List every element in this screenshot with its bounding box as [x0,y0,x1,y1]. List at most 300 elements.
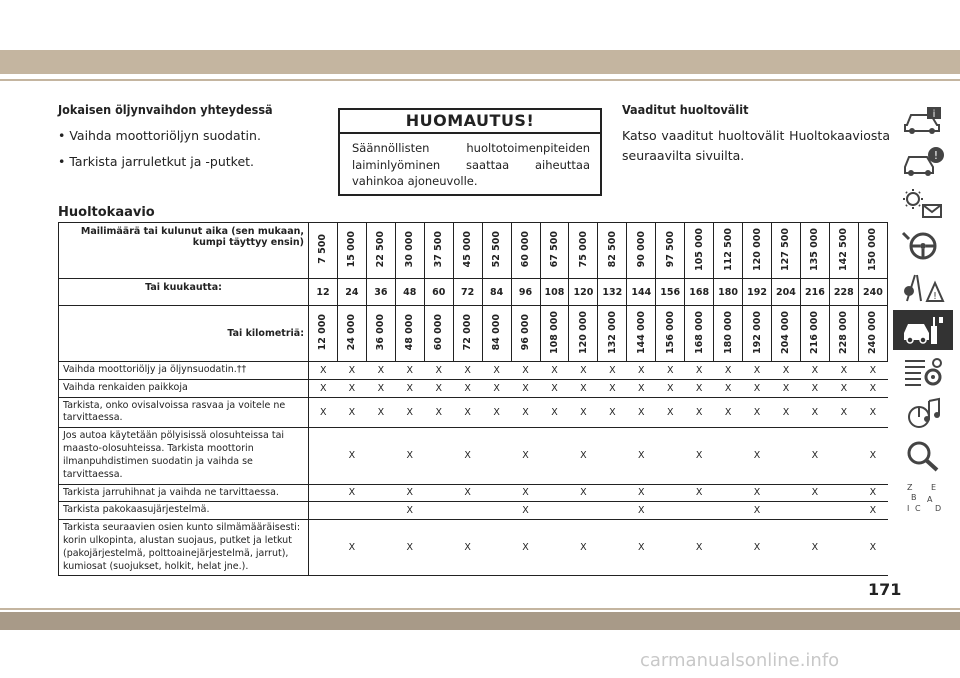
intervals-text: Katso vaaditut huoltovälit Huoltokaaviosta seuraavilta sivuilta. [622,128,890,163]
task-mark: X [772,397,801,428]
miles-cell [627,223,656,279]
km-value: 72 000 [462,313,474,351]
task-mark: X [685,484,714,502]
task-mark [714,428,743,484]
km-value: 192 000 [751,310,763,354]
task-mark [337,502,366,520]
km-cell [395,306,424,362]
task-mark: X [598,362,627,380]
km-value: 180 000 [722,310,734,354]
svg-text:i: i [932,109,936,120]
months-value: 216 [800,279,829,306]
task-mark [482,502,511,520]
task-mark: X [627,379,656,397]
task-mark: X [772,379,801,397]
task-mark: X [453,379,482,397]
km-cell [714,306,743,362]
miles-cell [453,223,482,279]
km-cell [800,306,829,362]
km-value: 144 000 [635,310,647,354]
miles-cell [424,223,453,279]
task-mark [598,502,627,520]
task-mark [309,428,338,484]
task-row [59,379,888,397]
task-mark: X [569,428,598,484]
chapter-sidebar [893,100,953,520]
task-mark: X [743,502,772,520]
task-mark: X [569,520,598,576]
task-mark: X [685,397,714,428]
tab-car-warning[interactable] [893,142,953,182]
task-mark: X [743,397,772,428]
miles-value: 67 500 [548,230,560,268]
miles-value: 15 000 [346,230,358,268]
task-mark [656,428,685,484]
task-mark [772,484,801,502]
km-cell [772,306,801,362]
task-mark: X [569,397,598,428]
maintenance-schedule-table [58,222,888,576]
tab-multimedia[interactable] [893,394,953,434]
miles-cell [685,223,714,279]
miles-value: 22 500 [375,230,387,268]
left-column [58,100,318,178]
tab-lights-message[interactable] [893,184,953,224]
task-mark [772,520,801,576]
task-mark [829,502,858,520]
car-info-icon [901,103,945,137]
miles-value: 82 500 [606,230,618,268]
task-label: Vaihda moottoriöljy ja öljynsuodatin.†† [59,362,309,380]
task-mark: X [656,379,685,397]
miles-value: 127 500 [780,227,792,271]
km-cell [482,306,511,362]
task-mark: X [800,428,829,484]
km-cell [656,306,685,362]
miles-cell [395,223,424,279]
index-letter: I [907,504,910,513]
task-mark: X [858,379,887,397]
months-value: 168 [685,279,714,306]
miles-value: 90 000 [635,230,647,268]
task-label: Tarkista, onko ovisalvoissa rasvaa ja voitele ne tarvittaessa. [59,397,309,428]
bottom-band-line [0,608,960,610]
svg-text:!: ! [933,149,939,162]
km-value: 240 000 [867,310,879,354]
km-cell [858,306,887,362]
km-cell [309,306,338,362]
svg-text:!: ! [932,291,938,302]
intervals-heading: Vaaditut huoltovälit [622,102,749,117]
task-mark [482,520,511,576]
task-mark: X [858,362,887,380]
task-mark: X [395,379,424,397]
miles-value: 105 000 [693,227,705,271]
task-mark: X [858,428,887,484]
task-mark: X [453,397,482,428]
months-value: 108 [540,279,569,306]
notice-body: Säännöllisten huoltotoimenpiteiden laiminlyöminen saattaa aiheuttaa vahinkoa ajoneuvolle. [352,141,590,189]
task-mark [829,428,858,484]
task-mark: X [309,397,338,428]
task-mark [685,502,714,520]
task-mark: X [685,428,714,484]
miles-value: 37 500 [433,230,445,268]
task-mark [540,428,569,484]
task-mark: X [337,428,366,484]
km-value: 96 000 [520,313,532,351]
task-mark: X [743,379,772,397]
km-value: 36 000 [375,313,387,351]
task-mark: X [366,397,395,428]
miles-cell [309,223,338,279]
task-mark: X [598,379,627,397]
task-mark: X [800,379,829,397]
car-warning-icon [901,145,945,179]
task-row [59,362,888,380]
task-mark: X [656,397,685,428]
km-value: 84 000 [491,313,503,351]
task-mark [714,484,743,502]
task-mark: X [627,397,656,428]
index-letter: B [911,493,917,502]
task-mark: X [829,397,858,428]
km-value: 24 000 [346,313,358,351]
task-mark [569,502,598,520]
task-mark: X [829,379,858,397]
task-mark: X [800,520,829,576]
months-value: 228 [829,279,858,306]
task-mark [366,484,395,502]
task-mark: X [858,484,887,502]
car-wrench-icon [901,313,945,347]
months-value: 48 [395,279,424,306]
miles-value: 52 500 [491,230,503,268]
task-mark: X [772,362,801,380]
task-mark [309,484,338,502]
index-letter: Z [907,483,913,492]
task-mark: X [829,362,858,380]
index-letter: A [927,495,933,504]
task-mark: X [569,379,598,397]
task-mark [829,520,858,576]
task-mark: X [337,379,366,397]
miles-label: Mailimäärä tai kulunut aika (sen mukaan, kumpi täyttyy ensin) [59,223,309,279]
months-value: 204 [772,279,801,306]
km-cell [627,306,656,362]
task-mark: X [627,428,656,484]
months-value: 72 [453,279,482,306]
task-mark [714,520,743,576]
task-mark: X [453,428,482,484]
tab-index[interactable] [893,478,953,518]
task-mark: X [395,520,424,576]
task-mark: X [482,397,511,428]
km-cell [598,306,627,362]
task-mark: X [424,379,453,397]
months-value: 12 [309,279,338,306]
task-row [59,520,888,576]
bullet-brake-lines: • Tarkista jarruletkut ja -putket. [58,154,255,169]
task-mark [424,502,453,520]
task-mark [482,428,511,484]
task-mark: X [714,397,743,428]
task-mark: X [453,362,482,380]
task-mark [482,484,511,502]
km-value: 204 000 [780,310,792,354]
task-mark [366,520,395,576]
task-label: Tarkista seuraavien osien kunto silmämääräisesti: korin ulkopinta, alustan suojaus, putket ja letkut (pakojärjestelmä, polttoainejärjestelmä, jarrut), kumiosat (suojukset, holkit, helat jne.). [59,520,309,576]
km-value: 108 000 [548,310,560,354]
task-row [59,502,888,520]
task-mark: X [511,397,540,428]
km-value: 120 000 [577,310,589,354]
months-row [59,279,888,306]
km-cell [829,306,858,362]
km-value: 12 000 [317,313,329,351]
task-mark: X [685,520,714,576]
task-mark: X [337,520,366,576]
miles-cell [366,223,395,279]
index-letter: E [931,483,937,492]
task-mark [656,520,685,576]
miles-cell [482,223,511,279]
km-row [59,306,888,362]
task-mark: X [800,397,829,428]
task-mark: X [424,397,453,428]
task-mark: X [309,362,338,380]
km-label: Tai kilometriä: [59,306,309,362]
km-value: 156 000 [664,310,676,354]
task-mark: X [800,484,829,502]
task-mark: X [627,484,656,502]
task-mark [598,520,627,576]
task-mark: X [395,397,424,428]
task-mark [424,520,453,576]
task-mark: X [743,428,772,484]
task-mark: X [714,362,743,380]
oil-change-heading: Jokaisen öljynvaihdon yhteydessä [58,102,273,117]
road-warning-icon [901,271,945,305]
page-number: 171 [868,580,902,599]
task-mark: X [569,484,598,502]
task-mark: X [395,428,424,484]
task-mark [453,502,482,520]
miles-cell [714,223,743,279]
watermark: carmanualsonline.info [640,650,840,671]
miles-value: 150 000 [867,227,879,271]
lights-message-icon [901,187,945,221]
task-mark: X [395,362,424,380]
task-mark: X [337,397,366,428]
miles-cell [772,223,801,279]
miles-cell [540,223,569,279]
task-mark: X [424,362,453,380]
task-row [59,484,888,502]
months-value: 180 [714,279,743,306]
task-mark: X [743,484,772,502]
task-mark [309,520,338,576]
tab-road-warning[interactable] [893,268,953,308]
multimedia-icon [901,397,945,431]
tab-car-info[interactable] [893,100,953,140]
task-mark [656,484,685,502]
index-letter: D [935,504,942,513]
task-mark: X [540,379,569,397]
km-value: 168 000 [693,310,705,354]
miles-value: 135 000 [809,227,821,271]
miles-value: 112 500 [722,227,734,271]
miles-row [59,223,888,279]
task-label: Tarkista jarruhihnat ja vaihda ne tarvittaessa. [59,484,309,502]
task-mark: X [800,362,829,380]
task-mark: X [366,362,395,380]
miles-cell [800,223,829,279]
km-cell [424,306,453,362]
task-mark: X [453,484,482,502]
months-value: 120 [569,279,598,306]
task-mark: X [858,520,887,576]
task-mark [598,428,627,484]
index-letters-icon [901,481,945,515]
miles-cell [598,223,627,279]
task-mark [800,502,829,520]
task-mark [540,484,569,502]
km-cell [540,306,569,362]
task-mark: X [511,484,540,502]
miles-value: 120 000 [751,227,763,271]
miles-cell [858,223,887,279]
task-mark: X [395,484,424,502]
task-label: Jos autoa käytetään pölyisissä olosuhteissa tai maasto-olosuhteissa. Tarkista moottorin ilmanpuhdistimen suodatin ja vaihda se tarvittaessa. [59,428,309,484]
task-mark: X [627,520,656,576]
task-mark [366,428,395,484]
bottom-band [0,612,960,630]
km-value: 228 000 [838,310,850,354]
task-mark: X [858,397,887,428]
miles-cell [656,223,685,279]
km-value: 132 000 [606,310,618,354]
miles-cell [337,223,366,279]
task-mark [714,502,743,520]
tab-steering-safety[interactable] [893,226,953,266]
months-value: 60 [424,279,453,306]
months-value: 24 [337,279,366,306]
km-cell [453,306,482,362]
task-mark [656,502,685,520]
tab-search[interactable] [893,436,953,476]
miles-value: 7 500 [317,234,329,264]
task-mark: X [309,379,338,397]
task-mark: X [858,502,887,520]
task-mark: X [453,520,482,576]
km-value: 60 000 [433,313,445,351]
months-value: 84 [482,279,511,306]
task-mark: X [511,520,540,576]
task-mark [424,484,453,502]
miles-value: 97 500 [664,230,676,268]
task-mark: X [598,397,627,428]
km-cell [366,306,395,362]
km-cell [511,306,540,362]
task-mark [772,502,801,520]
tab-car-wrench[interactable] [893,310,953,350]
notice-box [338,108,602,196]
task-mark: X [743,362,772,380]
task-mark: X [685,379,714,397]
months-value: 132 [598,279,627,306]
task-mark: X [540,397,569,428]
settings-list-icon [901,355,945,389]
task-mark: X [482,362,511,380]
steering-safety-icon [901,229,945,263]
task-mark: X [395,502,424,520]
task-mark: X [482,379,511,397]
task-mark: X [714,379,743,397]
task-mark: X [627,362,656,380]
task-mark [598,484,627,502]
months-value: 156 [656,279,685,306]
miles-value: 75 000 [577,230,589,268]
task-mark: X [511,379,540,397]
miles-cell [511,223,540,279]
months-value: 240 [858,279,887,306]
km-value: 216 000 [809,310,821,354]
task-mark [424,428,453,484]
miles-value: 30 000 [404,230,416,268]
task-mark: X [511,428,540,484]
task-label: Vaihda renkaiden paikkoja [59,379,309,397]
task-mark: X [685,362,714,380]
task-mark [772,428,801,484]
task-mark: X [337,362,366,380]
km-cell [743,306,772,362]
task-mark: X [540,362,569,380]
task-mark [540,502,569,520]
miles-cell [743,223,772,279]
tab-settings-list[interactable] [893,352,953,392]
months-value: 144 [627,279,656,306]
task-mark [829,484,858,502]
task-mark: X [627,502,656,520]
task-mark [540,520,569,576]
top-band [0,50,960,74]
task-mark: X [366,379,395,397]
index-letter: C [915,504,921,513]
task-mark: X [511,502,540,520]
km-cell [569,306,598,362]
months-value: 36 [366,279,395,306]
task-row [59,397,888,428]
task-mark [309,502,338,520]
notice-title: HUOMAUTUS! [340,110,600,134]
miles-value: 142 500 [838,227,850,271]
task-label: Tarkista pakokaasujärjestelmä. [59,502,309,520]
search-icon [901,439,945,473]
km-value: 48 000 [404,313,416,351]
task-row [59,428,888,484]
task-mark: X [511,362,540,380]
km-cell [337,306,366,362]
miles-cell [569,223,598,279]
miles-value: 45 000 [462,230,474,268]
task-mark: X [337,484,366,502]
task-mark: X [656,362,685,380]
section-title: Huoltokaavio [58,205,155,220]
miles-value: 60 000 [520,230,532,268]
task-mark [366,502,395,520]
km-cell [685,306,714,362]
